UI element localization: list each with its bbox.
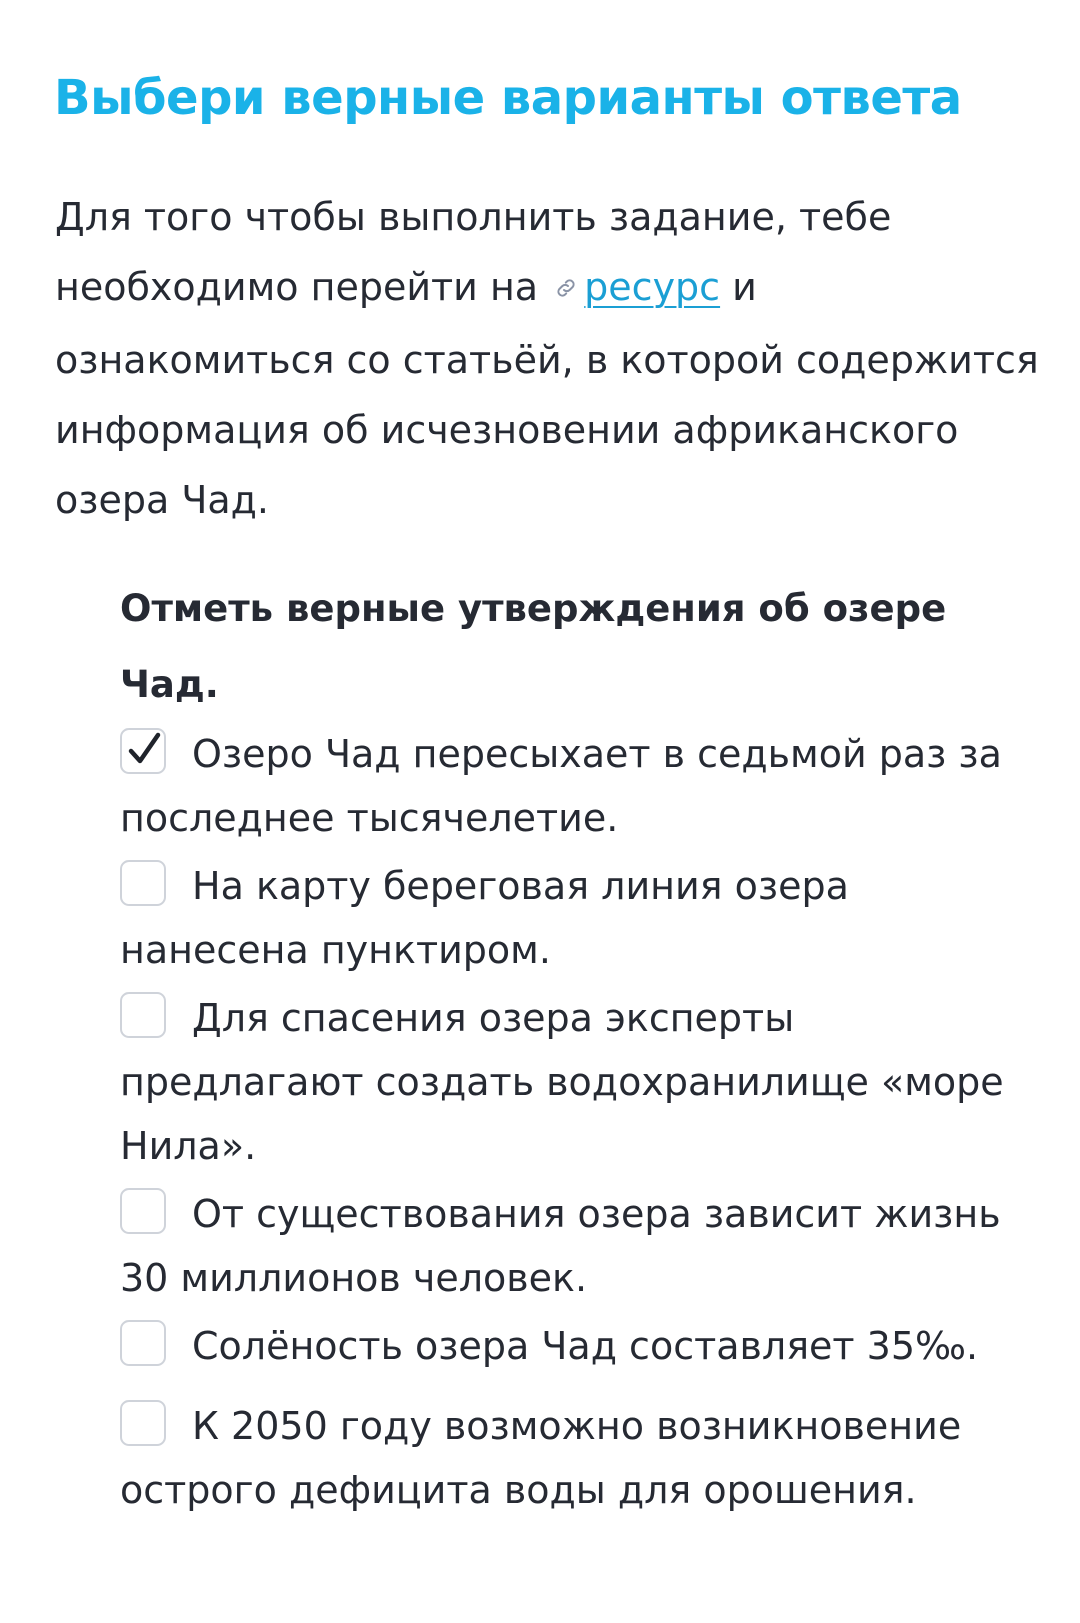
answer-option[interactable] [120, 986, 1020, 1178]
answer-option-label: Для спасения озера эксперты предлагают создать водохранилище «море Нила». [120, 996, 1004, 1168]
resource-link[interactable]: ресурс [584, 265, 721, 309]
task-title: Выбери верные варианты ответа [54, 70, 962, 126]
question-text: Отметь верные утверждения об озере Чад. [120, 587, 947, 706]
answer-option-label: К 2050 году возможно возникновение острого дефицита воды для орошения. [120, 1404, 962, 1512]
checkbox-checked[interactable] [120, 728, 166, 774]
checkmark-icon [125, 731, 163, 769]
answer-option-label: От существования озера зависит жизнь 30 миллионов человек. [120, 1192, 1001, 1300]
answer-options [120, 722, 1020, 1522]
checkbox[interactable] [120, 860, 166, 906]
answer-option[interactable] [120, 1182, 1020, 1310]
checkbox[interactable] [120, 1320, 166, 1366]
answer-option[interactable] [120, 1394, 1020, 1522]
answer-option[interactable] [120, 722, 1020, 850]
instructions-text-end: и ознакомиться со статьёй, в которой содержится информация об исчезновении африканского озера Чад. [55, 265, 1039, 522]
instructions-text-start: Для того чтобы выполнить задание, тебе необходимо перейти на [55, 195, 892, 309]
answer-option-label: Солёность озера Чад составляет 35‰. [192, 1324, 979, 1368]
answer-option[interactable] [120, 854, 1020, 982]
answer-option-label: Озеро Чад пересыхает в седьмой раз за последнее тысячелетие. [120, 732, 1002, 840]
checkbox[interactable] [120, 992, 166, 1038]
link-icon[interactable] [554, 252, 578, 322]
checkbox[interactable] [120, 1400, 166, 1446]
task-instructions [55, 182, 1045, 535]
checkbox[interactable] [120, 1188, 166, 1234]
answer-option[interactable] [120, 1314, 1020, 1378]
answer-option-label: На карту береговая линия озера нанесена пунктиром. [120, 864, 849, 972]
